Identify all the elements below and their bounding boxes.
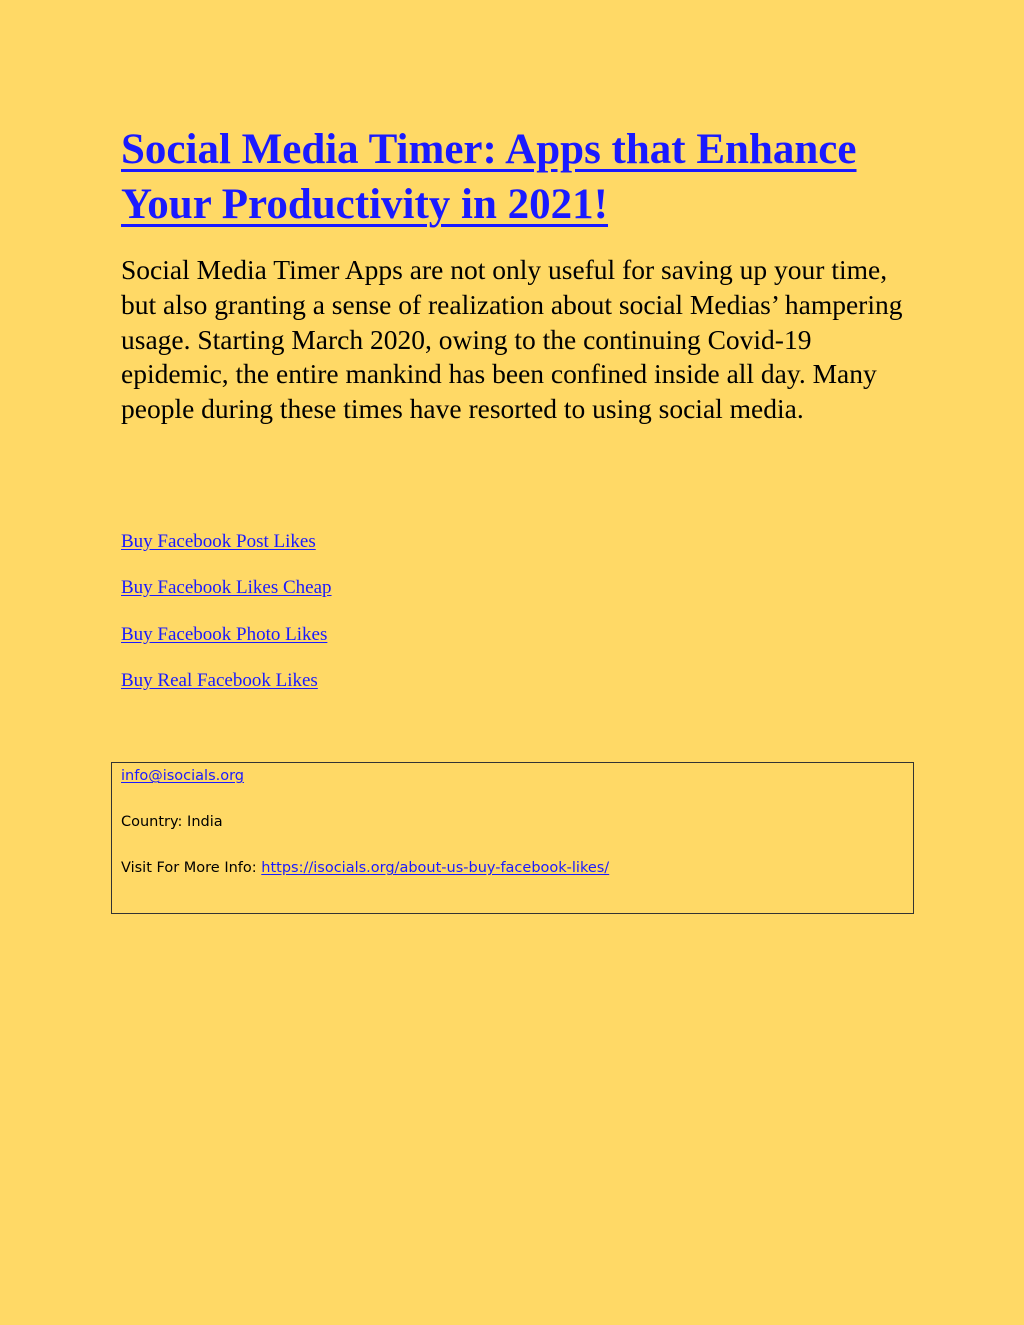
title-link[interactable]: Social Media Timer: Apps that Enhance Your Productivity in 2021! bbox=[121, 126, 857, 228]
contact-country: Country: India bbox=[121, 814, 223, 830]
page-title[interactable] bbox=[121, 122, 921, 232]
email-link[interactable]: info@isocials.org bbox=[121, 768, 245, 784]
intro-paragraph: Social Media Timer Apps are not only useful for saving up your time, but also granting a sense of realization about social Medias’ hampering usage. Starting March 2020, owing to the continuing Covid-19 epidemic, the entire mankind has been confined inside all day. Many people during these times have resorted to using social media. bbox=[121, 254, 903, 425]
link-buy-facebook-photo-likes[interactable]: Buy Facebook Photo Likes bbox=[121, 624, 328, 645]
more-info-link[interactable]: https://isocials.org/about-us-buy-facebook-likes/ bbox=[261, 860, 610, 876]
more-info-label: Visit For More Info: bbox=[121, 860, 262, 876]
contact-box bbox=[111, 762, 914, 914]
contact-email-line bbox=[121, 766, 244, 786]
link-buy-real-facebook-likes[interactable]: Buy Real Facebook Likes bbox=[121, 670, 318, 691]
link-buy-facebook-likes-cheap[interactable]: Buy Facebook Likes Cheap bbox=[121, 577, 332, 598]
contact-more-info-line bbox=[121, 858, 609, 878]
link-buy-facebook-post-likes[interactable]: Buy Facebook Post Likes bbox=[121, 531, 316, 552]
